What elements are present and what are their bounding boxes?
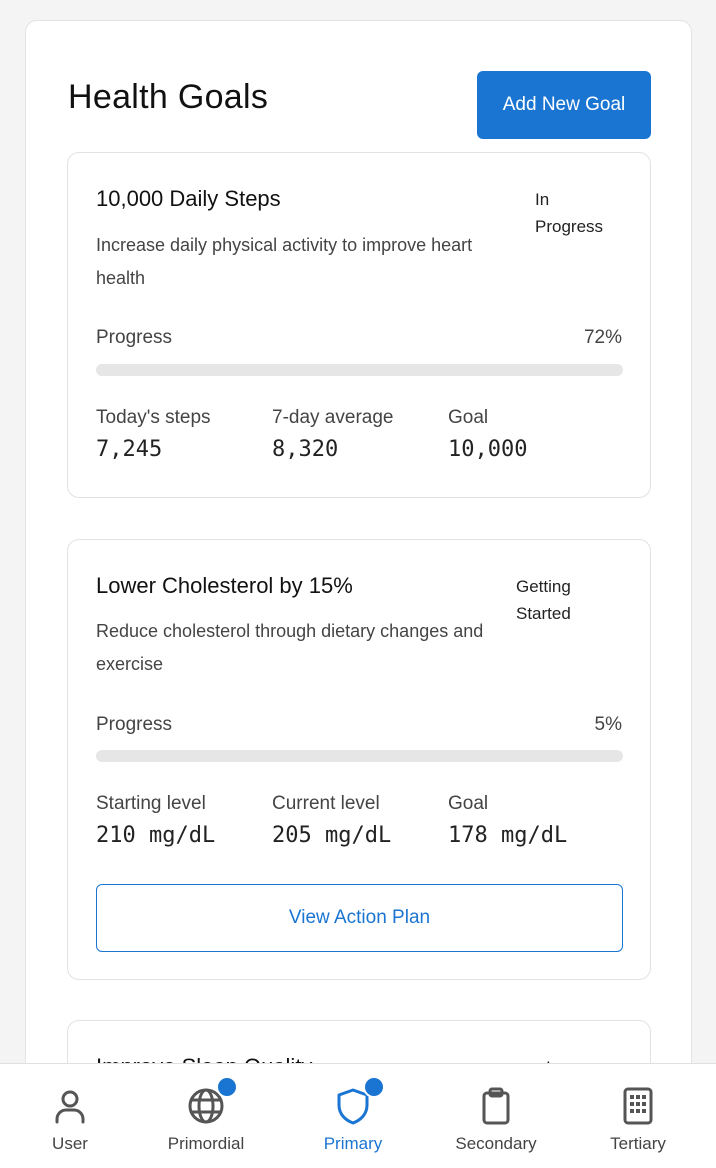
shield-icon [333, 1086, 373, 1126]
stat-current-level [272, 793, 442, 848]
view-action-plan-button[interactable]: View Action Plan [96, 884, 623, 952]
goal-description: Reduce cholesterol through dietary changes and exercise [96, 621, 484, 674]
nav-label: Secondary [455, 1134, 537, 1153]
nav-item-secondary[interactable] [431, 1064, 561, 1168]
nav-item-user[interactable] [5, 1064, 135, 1168]
clipboard-icon [476, 1086, 516, 1126]
stat-label: Starting level [96, 793, 206, 814]
stat-label: 7-day average [272, 407, 394, 428]
stat-value: 178 mg/dL [448, 823, 568, 848]
add-new-goal-button[interactable]: Add New Goal [477, 71, 651, 139]
progress-bar-fill [96, 364, 475, 376]
stat-value: 210 mg/dL [96, 823, 216, 848]
stat-goal [448, 793, 618, 848]
progress-value: 5% [594, 714, 622, 735]
nav-label: Primordial [167, 1134, 245, 1153]
nav-item-primordial[interactable] [141, 1064, 271, 1168]
stat-value: 205 mg/dL [272, 823, 392, 848]
stat-starting-level [96, 793, 266, 848]
progress-bar-fill [96, 750, 122, 762]
stat-todays-steps [96, 407, 266, 462]
goal-description: Increase daily physical activity to improve heart health [96, 235, 473, 288]
notification-badge [363, 1076, 385, 1098]
progress-value: 72% [583, 327, 622, 348]
status-line-2: Progress [535, 217, 604, 236]
nav-item-primary[interactable] [288, 1064, 418, 1168]
progress-bar [96, 750, 623, 762]
status-badge [516, 573, 596, 627]
status-line-1: In [535, 190, 550, 209]
page-title: Health Goals [68, 78, 269, 116]
stat-goal [448, 407, 618, 462]
stat-value: 10,000 [448, 437, 528, 462]
status-badge [535, 186, 615, 240]
goal-card-steps [67, 152, 651, 498]
goal-card-cholesterol [67, 539, 651, 980]
progress-bar [96, 364, 623, 376]
stat-label: Current level [272, 793, 380, 814]
stat-label: Today's steps [96, 407, 211, 428]
building-icon [618, 1086, 658, 1126]
stat-label: Goal [448, 793, 489, 814]
stat-7-day-average [272, 407, 442, 462]
nav-label: Primary [323, 1134, 383, 1153]
progress-label: Progress [96, 327, 173, 348]
nav-label: User [52, 1134, 88, 1153]
user-icon [50, 1086, 90, 1126]
notification-badge [216, 1076, 238, 1098]
status-line-2: Started [516, 604, 571, 623]
nav-label: Tertiary [610, 1134, 666, 1153]
nav-item-tertiary[interactable] [573, 1064, 703, 1168]
globe-icon [186, 1086, 226, 1126]
goal-title: Lower Cholesterol by 15% [96, 573, 353, 598]
stat-value: 8,320 [272, 437, 339, 462]
bottom-nav [0, 1063, 716, 1168]
stat-value: 7,245 [96, 437, 163, 462]
stat-label: Goal [448, 407, 489, 428]
goal-title: 10,000 Daily Steps [96, 186, 281, 211]
progress-label: Progress [96, 714, 173, 735]
status-line-1: Getting [516, 577, 571, 596]
